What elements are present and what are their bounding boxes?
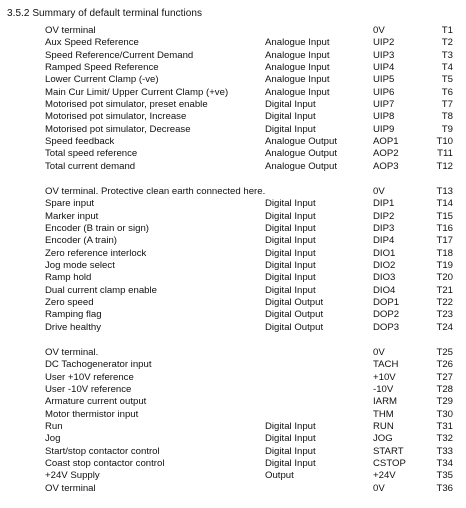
- terminal-type: Digital Input: [265, 247, 316, 259]
- terminal-signal: START: [373, 445, 404, 457]
- terminal-signal: AOP3: [373, 160, 399, 172]
- terminal-number: T10: [436, 136, 453, 148]
- terminal-number: T23: [436, 309, 453, 321]
- terminal-description: Spare input: [45, 198, 95, 210]
- terminal-description: Aux Speed Reference: [45, 37, 139, 49]
- terminal-description: +24V Supply: [45, 470, 100, 482]
- terminal-signal: 0V: [373, 482, 385, 494]
- terminal-row: [0, 211, 466, 223]
- terminal-description: Dual current clamp enable: [45, 284, 157, 296]
- terminal-number: T35: [436, 470, 453, 482]
- terminal-type: Digital Input: [265, 445, 316, 457]
- terminal-row: [0, 223, 466, 235]
- terminal-type: Digital Input: [265, 235, 316, 247]
- terminal-type: Digital Input: [265, 272, 316, 284]
- terminal-type: Analogue Input: [265, 62, 330, 74]
- terminal-number: T13: [436, 186, 453, 197]
- terminal-description: Coast stop contactor control: [45, 458, 165, 470]
- terminal-row: [0, 87, 466, 99]
- terminal-description: Motorised pot simulator, Decrease: [45, 123, 191, 135]
- terminal-description: User +10V reference: [45, 371, 134, 383]
- terminal-signal: DOP2: [373, 309, 400, 321]
- terminal-number: T15: [436, 210, 453, 222]
- terminal-row: [0, 37, 466, 49]
- terminal-description: Ramped Speed Reference: [45, 62, 159, 74]
- terminal-description: DC Tachogenerator input: [45, 359, 152, 371]
- terminal-number: T7: [441, 99, 453, 111]
- terminal-type: Digital Input: [265, 223, 316, 235]
- terminal-number: T30: [436, 408, 453, 420]
- terminal-signal: IARM: [373, 396, 397, 408]
- terminal-type: Digital Input: [265, 99, 316, 111]
- terminal-description: Motor thermistor input: [45, 408, 139, 420]
- terminal-description: OV terminal: [45, 482, 96, 494]
- terminal-description: OV terminal.: [45, 347, 99, 358]
- terminal-signal: DIP3: [373, 223, 395, 235]
- terminal-signal: DIO1: [373, 247, 396, 259]
- terminal-description: OV terminal: [45, 25, 96, 36]
- terminal-description: User -10V reference: [45, 384, 132, 396]
- terminal-signal: UIP2: [373, 37, 395, 49]
- terminal-description: Speed Reference/Current Demand: [45, 49, 194, 61]
- terminal-description: Jog: [45, 433, 61, 445]
- terminal-number: T18: [436, 247, 453, 259]
- terminal-description: Encoder (A train): [45, 235, 117, 247]
- terminal-description: Ramping flag: [45, 309, 102, 321]
- terminal-row: [0, 322, 466, 334]
- terminal-number: T26: [436, 359, 453, 371]
- terminal-type: Analogue Input: [265, 49, 330, 61]
- terminal-signal: THM: [373, 408, 394, 420]
- terminal-row: [0, 99, 466, 111]
- terminal-number: T11: [437, 148, 453, 160]
- terminal-number: T14: [436, 198, 453, 210]
- terminal-signal: JOG: [373, 433, 393, 445]
- section-title: 3.5.2 Summary of default terminal functions: [7, 8, 203, 19]
- terminal-description: Zero speed: [45, 297, 94, 309]
- terminal-description: Drive healthy: [45, 321, 101, 333]
- terminal-number: T28: [436, 384, 453, 396]
- terminal-row: [0, 297, 466, 309]
- terminal-row: [0, 470, 466, 482]
- terminal-type: Analogue Input: [265, 86, 330, 98]
- terminal-number: T31: [436, 421, 453, 433]
- terminal-description: Ramp hold: [45, 272, 92, 284]
- terminal-signal: UIP9: [373, 123, 395, 135]
- terminal-row: [0, 260, 466, 272]
- terminal-row: [0, 347, 466, 359]
- terminal-row: [0, 124, 466, 136]
- terminal-signal: UIP3: [373, 49, 395, 61]
- terminal-description: Speed feedback: [45, 136, 115, 148]
- terminal-signal: DIO3: [373, 272, 396, 284]
- terminal-number: T16: [436, 223, 453, 235]
- terminal-number: T22: [436, 297, 453, 309]
- terminal-signal: TACH: [373, 359, 399, 371]
- terminal-signal: UIP8: [373, 111, 395, 123]
- terminal-type: Analogue Input: [265, 74, 330, 86]
- terminal-type: Digital Input: [265, 458, 316, 470]
- terminal-row: [0, 248, 466, 260]
- terminal-signal: +24V: [373, 470, 396, 482]
- terminal-type: Digital Input: [265, 284, 316, 296]
- terminal-description: Armature current output: [45, 396, 147, 408]
- terminal-signal: 0V: [373, 186, 385, 197]
- terminal-row: [0, 74, 466, 86]
- terminal-row: [0, 458, 466, 470]
- terminal-row: [0, 161, 466, 173]
- terminal-description: Total speed reference: [45, 148, 138, 160]
- terminal-row: [0, 372, 466, 384]
- terminal-type: Digital Input: [265, 421, 316, 433]
- terminal-type: Digital Output: [265, 309, 324, 321]
- terminal-number: T33: [436, 445, 453, 457]
- terminal-number: T20: [436, 272, 453, 284]
- terminal-description: Encoder (B train or sign): [45, 223, 149, 235]
- terminal-description: Main Cur Limit/ Upper Current Clamp (+ve): [45, 86, 229, 98]
- terminal-row: [0, 235, 466, 247]
- terminal-type: Digital Input: [265, 433, 316, 445]
- terminal-number: T24: [436, 321, 453, 333]
- terminal-number: T9: [441, 123, 453, 135]
- terminal-signal: 0V: [373, 25, 385, 36]
- terminal-row: [0, 148, 466, 160]
- terminal-row: [0, 111, 466, 123]
- terminal-row: [0, 446, 466, 458]
- terminal-number: T8: [441, 111, 453, 123]
- terminal-description: OV terminal. Protective clean earth connected here.: [45, 186, 266, 197]
- terminal-row: [0, 396, 466, 408]
- terminal-number: T2: [441, 37, 453, 49]
- terminal-type: Digital Input: [265, 260, 316, 272]
- terminal-signal: 0V: [373, 347, 385, 358]
- terminal-signal: DOP3: [373, 321, 400, 333]
- terminal-number: T5: [441, 74, 453, 86]
- terminal-type: Analogue Input: [265, 37, 330, 49]
- terminal-description: Jog mode select: [45, 260, 115, 272]
- terminal-number: T36: [436, 482, 453, 494]
- terminal-type: Analogue Output: [265, 160, 338, 172]
- terminal-type: Digital Input: [265, 210, 316, 222]
- terminal-signal: AOP2: [373, 148, 399, 160]
- terminal-number: T21: [436, 284, 453, 296]
- terminal-row: [0, 409, 466, 421]
- terminal-row: [0, 62, 466, 74]
- terminal-number: T32: [436, 433, 453, 445]
- terminal-description: Run: [45, 421, 63, 433]
- terminal-signal: UIP5: [373, 74, 395, 86]
- terminal-description: Zero reference interlock: [45, 247, 147, 259]
- terminal-signal: CSTOP: [373, 458, 406, 470]
- terminal-row: [0, 136, 466, 148]
- terminal-signal: UIP6: [373, 86, 395, 98]
- terminal-signal: RUN: [373, 421, 394, 433]
- terminal-signal: DIP4: [373, 235, 395, 247]
- terminal-row: [0, 359, 466, 371]
- terminal-row: [0, 285, 466, 297]
- terminal-number: T17: [436, 235, 453, 247]
- terminal-signal: DIO2: [373, 260, 396, 272]
- terminal-signal: -10V: [373, 384, 394, 396]
- terminal-description: Start/stop contactor control: [45, 445, 160, 457]
- terminal-signal: DIO4: [373, 284, 396, 296]
- terminal-type: Digital Input: [265, 198, 316, 210]
- terminal-number: T29: [436, 396, 453, 408]
- terminal-number: T27: [436, 371, 453, 383]
- terminal-signal: +10V: [373, 371, 396, 383]
- terminal-signal: DIP2: [373, 210, 395, 222]
- terminal-number: T12: [436, 160, 453, 172]
- terminal-number: T4: [441, 62, 453, 74]
- terminal-type: Digital Output: [265, 321, 324, 333]
- terminal-row: [0, 384, 466, 396]
- terminal-type: Output: [265, 470, 294, 482]
- terminal-row: [0, 198, 466, 210]
- terminal-number: T1: [441, 25, 453, 36]
- terminal-type: Analogue Output: [265, 148, 338, 160]
- terminal-description: Marker input: [45, 210, 99, 222]
- terminal-description: Motorised pot simulator, preset enable: [45, 99, 208, 111]
- terminal-group-1: [0, 25, 466, 173]
- terminal-signal: UIP4: [373, 62, 395, 74]
- terminal-type: Analogue Output: [265, 136, 338, 148]
- terminal-row: [0, 272, 466, 284]
- terminal-group-2: [0, 186, 466, 334]
- terminal-number: T3: [441, 49, 453, 61]
- terminal-group-3: [0, 347, 466, 495]
- terminal-signal: DIP1: [373, 198, 395, 210]
- terminal-row: [0, 483, 466, 495]
- terminal-number: T19: [436, 260, 453, 272]
- terminal-description: Lower Current Clamp (-ve): [45, 74, 159, 86]
- terminal-type: Digital Input: [265, 111, 316, 123]
- terminal-description: Motorised pot simulator, Increase: [45, 111, 187, 123]
- terminal-number: T34: [436, 458, 453, 470]
- terminal-number: T6: [441, 86, 453, 98]
- terminal-description: Total current demand: [45, 160, 136, 172]
- terminal-row: [0, 50, 466, 62]
- terminal-row: [0, 186, 466, 198]
- terminal-signal: AOP1: [373, 136, 399, 148]
- terminal-type: Digital Input: [265, 123, 316, 135]
- terminal-row: [0, 433, 466, 445]
- terminal-signal: UIP7: [373, 99, 395, 111]
- terminal-type: Digital Output: [265, 297, 324, 309]
- terminal-signal: DOP1: [373, 297, 400, 309]
- terminal-row: [0, 309, 466, 321]
- terminal-number: T25: [436, 347, 453, 358]
- terminal-row: [0, 25, 466, 37]
- terminal-row: [0, 421, 466, 433]
